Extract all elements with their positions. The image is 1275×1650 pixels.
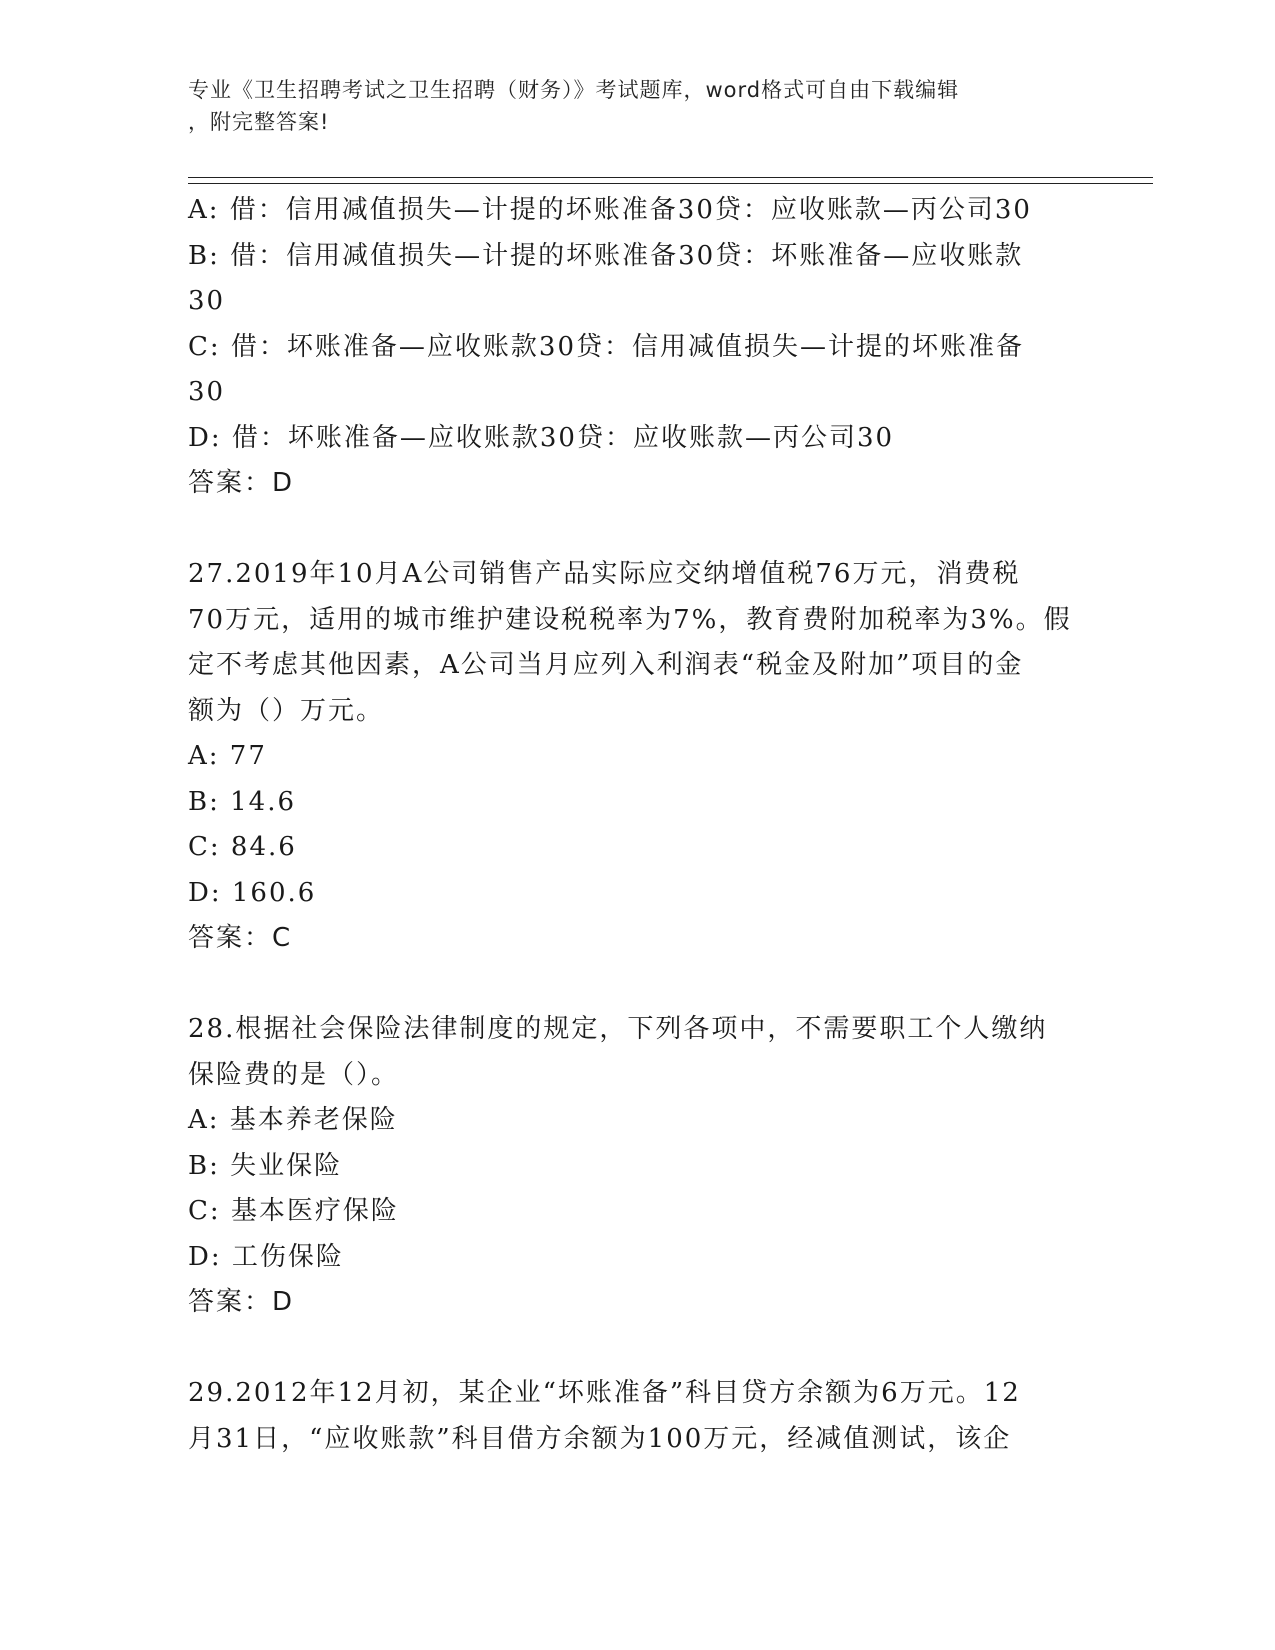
option-b: B: 14.6 [188,786,297,817]
document-header [188,74,1068,138]
option-c: C: 基本医疗保险 [188,1196,399,1226]
header-divider-bottom [188,183,1153,184]
question-stem-line: 29.2012年12月初，某企业“坏账准备”科目贷方余额为6万元。12 [188,1378,1021,1408]
header-divider-top [188,177,1153,178]
question-stem-line: 定不考虑其他因素，A公司当月应列入利润表“税金及附加”项目的金 [188,650,1024,680]
spacer [188,962,1088,1008]
option-line: A: 借：信用减值损失—计提的坏账准备30贷：应收账款—丙公司30 [188,195,1032,225]
answer-line: 答案：C [188,923,293,953]
question-stem-line: 27.2019年10月A公司销售产品实际应交纳增值税76万元，消费税 [188,559,1021,589]
option-a: A: 77 [188,741,267,771]
question-stem-line: 70万元，适用的城市维护建设税税率为7%，教育费附加税率为3%。假 [188,604,1072,635]
option-c: C: 84.6 [188,832,297,862]
option-line: C: 借：坏账准备—应收账款30贷：信用减值损失—计提的坏账准备 [188,331,1025,362]
answer-line: 答案：D [188,1287,295,1317]
question-27 [188,552,1088,962]
question-stem-line: 月31日，“应收账款”科目借方余额为100万元，经减值测试，该企 [188,1423,1012,1454]
answer-line: 答案：D [188,468,295,498]
spacer [188,1326,1088,1372]
question-26-tail [188,188,1088,507]
question-28 [188,1007,1088,1326]
question-stem-line: 28.根据社会保险法律制度的规定，下列各项中，不需要职工个人缴纳 [188,1014,1048,1044]
header-line-1: 专业《卫生招聘考试之卫生招聘（财务）》考试题库，word格式可自由下载编辑 [188,78,960,102]
option-line: B: 借：信用减值损失—计提的坏账准备30贷：坏账准备—应收账款 [188,240,1024,271]
header-line-2: ，附完整答案! [188,110,330,134]
question-29 [188,1371,1088,1462]
option-line: 30 [188,286,226,316]
question-stem-line: 保险费的是（）。 [188,1059,400,1090]
option-line: D: 借：坏账准备—应收账款30贷：应收账款—丙公司30 [188,422,895,453]
option-d: D: 工伤保险 [188,1241,344,1272]
option-a: A: 基本养老保险 [188,1105,398,1135]
option-line: 30 [188,377,226,407]
document-body [188,188,1088,1462]
option-d: D: 160.6 [188,877,317,908]
question-stem-line: 额为（）万元。 [188,695,385,726]
spacer [188,507,1088,553]
option-b: B: 失业保险 [188,1150,343,1181]
